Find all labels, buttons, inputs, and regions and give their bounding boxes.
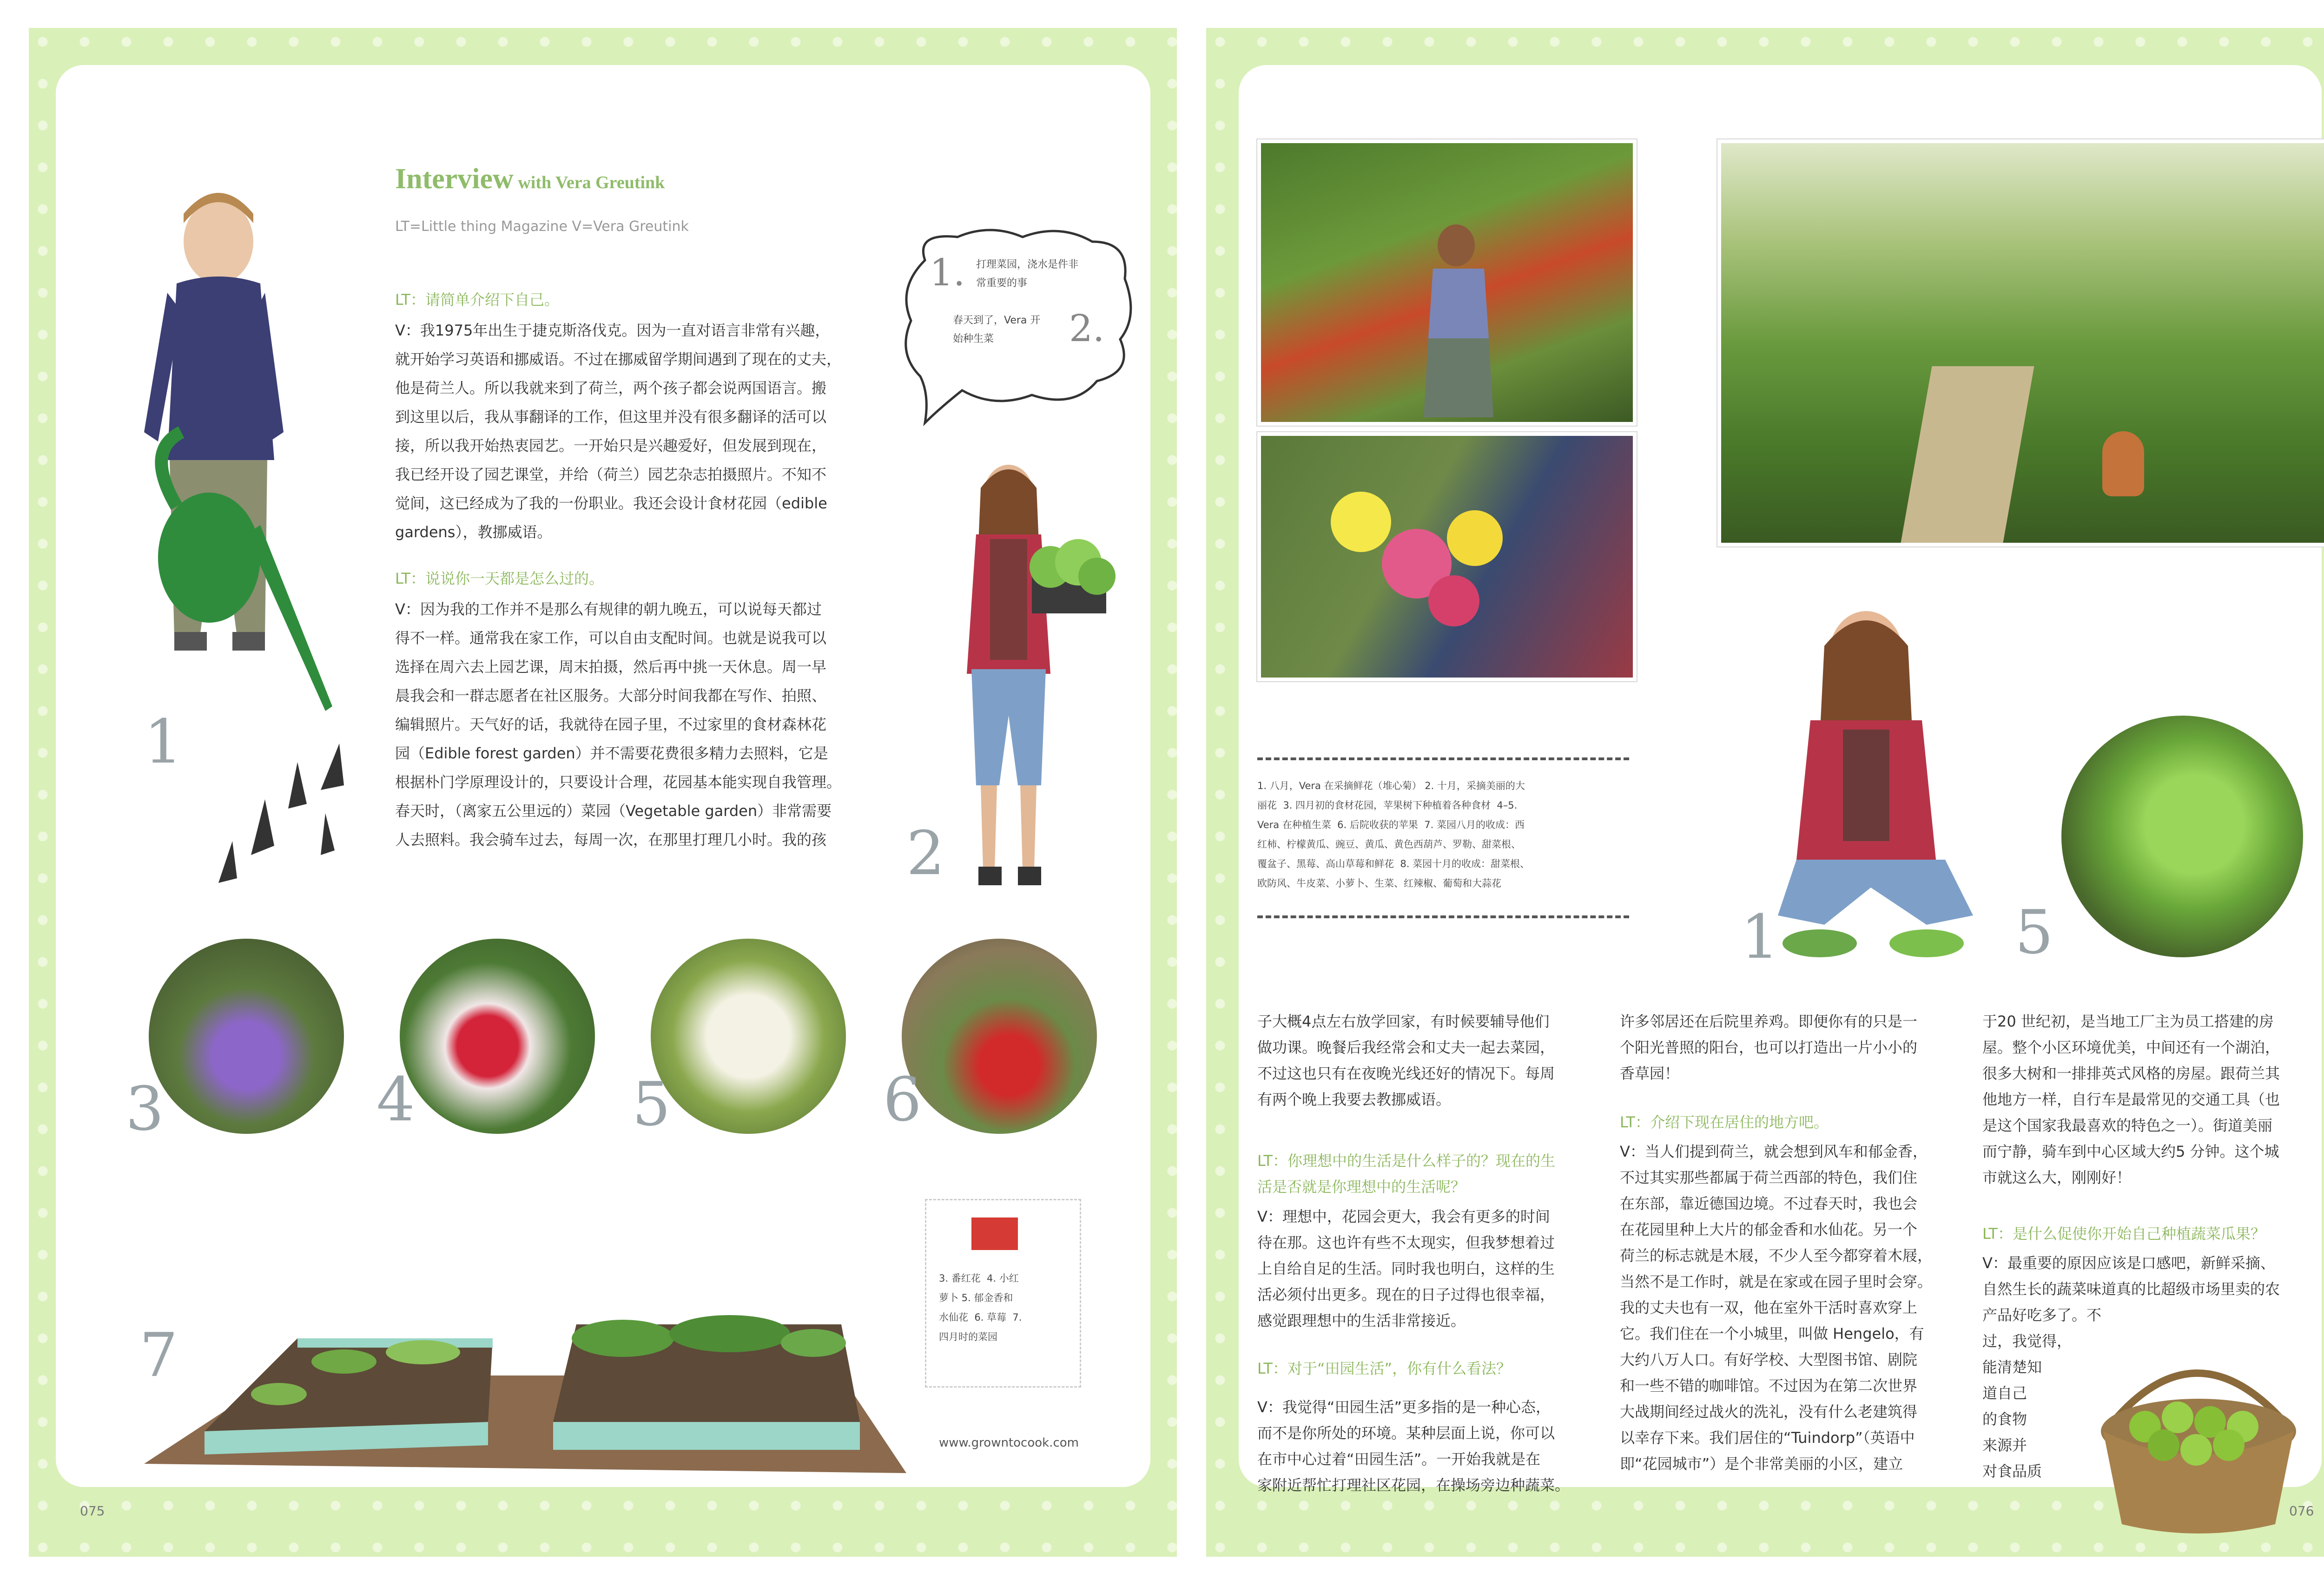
bubble-1-number: 1. [930, 251, 965, 294]
radish-photo [400, 939, 595, 1134]
tulips-photo [651, 939, 846, 1134]
left-page-paper [56, 65, 1150, 1487]
yellow-dahlia [1331, 492, 1391, 552]
column-3-intro: 于20 世纪初，是当地工厂主为员工搭建的房 屋。整个小区环境优美，中间还有一个湖泊， 很多大树和一排排英式风格的房屋。跟荷兰其 他地方一样，自行车是最常见的交通工具（也 是这个国家我最喜欢的特色之一）。街道美丽 而宁静，骑车到中心区域大约5 分钟。这个城 市就这么大，刚刚好！ [1982, 1013, 2280, 1186]
website-label: www.growntocook.com [939, 1436, 1079, 1450]
right-page-number: 076 [2289, 1503, 2314, 1519]
column-1-intro: 子大概4点左右放学回家，有时候要辅导他们 做功课。晚餐后我经常会和丈夫一起去菜园， 不过这也只有在夜晚光线还好的情况下。每周 有两个晚上我要去教挪威语。 [1257, 1013, 1555, 1108]
garden-path [1901, 366, 2034, 543]
caption-divider-top [1257, 757, 1629, 760]
figure-4-number: 4 [376, 1064, 415, 1135]
answer-2: V：因为我的工作并不是那么有规律的朝九晚五，可以说每天都过 得不一样。通常我在家工作，可以自由支配时间。也就是说我可以 选择在周六去上园艺课，周末拍摄，然后再中挑一天休息。周一早 晨我会和一群志愿者在社区服务。大部分时间我都在写作、拍照、 编辑照片。天气好的话，我就待在园子里，不过家里的食材森林花 园（Edible forest garden）并不需要花费很多精力去照料，它是 根据朴门学原理设计的，只要设计合理，花园基本能实现自我管理。 春天时，（离家五公里远的）菜园（Vegetable garden）非常需要 人去照料。我会骑车过去，每周一次，在那里打理几小时。我的孩 [395, 600, 842, 849]
figure-3-number: 3 [125, 1073, 164, 1144]
question-3: LT：你理想中的生活是什么样子的？现在的生 活是否就是你理想中的生活呢？ [1257, 1152, 1555, 1196]
legend-text: LT=Little thing Magazine V=Vera Greutink [395, 218, 689, 235]
note-text: 3. 番红花 4. 小红 萝卜 5. 郁金香和 水仙花 6. 草莓 7. 四月时的菜园 [939, 1273, 1022, 1343]
bubble-2-text: 春天到了，Vera 开 始种生菜 [953, 315, 1041, 345]
question-5: LT：介绍下现在居住的地方吧。 [1620, 1113, 1829, 1131]
column-2-intro: 许多邻居还在后院里养鸡。即便你有的只是一 个阳光普照的阳台，也可以打造出一片小小的 香草园！ [1620, 1013, 1918, 1082]
answer-1: V：我1975年出生于捷克斯洛伐克。因为一直对语言非常有兴趣， 就开始学习英语和挪威语。不过在挪威留学期间遇到了现在的丈夫， 他是荷兰人。所以我就来到了荷兰，两个孩子都会说两国语言。搬 到这里以后，我从事翻译的工作，但这里并没有很多翻译的活可以 接，所以我开始热衷园艺。一开始只是兴趣爱好，但发展到现在， 我已经开设了园艺课堂，并给（荷兰）园艺杂志拍摄照片。不知不 觉间，这已经成为了我的一份职业。我还会设计食材花园（edible gardens），教挪威语。 [395, 322, 842, 541]
left-page [29, 28, 1177, 1557]
figure-7-number: 7 [139, 1320, 178, 1390]
right-page [1206, 28, 2324, 1557]
figure-6-number: 6 [883, 1064, 922, 1135]
red-paint-mark [971, 1217, 1018, 1250]
figure-5-number: 5 [632, 1069, 671, 1139]
woman-watering-photo [125, 172, 349, 897]
crocus-photo [149, 939, 344, 1134]
strawberry-photo [902, 939, 1097, 1134]
picking-flowers-photo [1257, 139, 1637, 426]
answer-4: V：我觉得“田园生活”更多指的是一种心态， 而不是你所处的环境。某种层面上说，你可以 在市中心过着“田园生活”。一开始我就是在 家附近帮忙打理社区花园，在操场旁边种蔬菜。 [1257, 1398, 1570, 1494]
answer-6: V：最重要的原因应该是口感吧，新鲜采摘、 自然生长的蔬菜味道真的比超级市场里卖的农 产品好吃多了。不 过，我觉得， 能清楚知 道自己 的食物 来源并 对食品质 [1982, 1254, 2280, 1480]
woman-planting-photo [1750, 590, 2010, 971]
woman-lettuce-photo [939, 455, 1116, 911]
figure-2-number: 2 [906, 818, 945, 888]
figure-5-number-right: 5 [2015, 897, 2053, 967]
question-6: LT：是什么促使你开始自己种植蔬菜瓜果？ [1982, 1225, 2265, 1243]
red-dahlia [1428, 575, 1479, 626]
title-with: with Vera Greutink [513, 173, 665, 192]
title-main: Interview [395, 163, 514, 195]
lettuce-planting-photo [2061, 716, 2303, 957]
left-page-number: 075 [80, 1503, 105, 1519]
interview-title [395, 163, 665, 196]
bubble-2-number: 2. [1069, 307, 1105, 350]
answer-5: V：当人们提到荷兰，就会想到风车和郁金香， 不过其实那些都属于荷兰西部的特色，我们住 在东部，靠近德国边境。不过春天时，我也会 在花园里种上大片的郁金香和水仙花。另一个 荷兰的标志就是木屐，不少人至今都穿着木屐， 当然不是工作时，就是在家或在园子里时会穿。 我的丈夫也有一双，他在室外干活时喜欢穿上 它。我们住在一个小城里，叫做 Hengelo，有 大约八万人口。有好学校、大型图书馆、剧院 和一些不错的咖啡馆。不过因为在第二次世界 大战期间经过战火的洗礼，没有什么老建筑得 以幸存下来。我们居住的“Tuindorp”（英语中 即“花园城市”）是个非常美丽的小区，建立 [1620, 1143, 1933, 1473]
bubble-1-text: 打理菜园，浇水是件非 常重要的事 [976, 259, 1079, 289]
food-garden-photo [1717, 139, 2324, 546]
garden-beds-photo [125, 1269, 906, 1487]
right-page-paper [1239, 65, 2322, 1494]
apple-basket-photo [2089, 1338, 2308, 1538]
caption-divider-bottom [1257, 915, 1629, 918]
question-1: LT：请简单介绍下自己。 [395, 291, 559, 309]
woman-picking-figure [1400, 222, 1512, 417]
question-2: LT：说说你一天都是怎么过的。 [395, 570, 604, 587]
terracotta-cloche [2102, 431, 2144, 496]
question-4: LT：对于“田园生活”，你有什么看法？ [1257, 1360, 1512, 1377]
figure-4-number-right: 1 [1741, 902, 1779, 972]
answer-3: V：理想中，花园会更大，我会有更多的时间 待在那。这也许有些不太现实，但我梦想着过 上自给自足的生活。同时我也明白，这样的生 活必须付出更多。现在的日子过得也很幸福， 感觉跟理想中的生活非常接近。 [1257, 1208, 1555, 1329]
figure-1-number: 1 [144, 706, 183, 777]
dahlias-photo [1257, 432, 1637, 681]
photo-captions: 1. 八月，Vera 在采摘鲜花（堆心菊） 2. 十月，采摘美丽的大 丽花 3. 四月初的食材花园，苹果树下种植着各种食材 4–5. Vera 在种植生菜 6. 后院收获的苹果 7. 菜园八月的收成：西 红柿、柠檬黄瓜、豌豆、黄瓜、黄色西葫芦、罗勒、甜菜根、 覆盆子、黑莓、高山草莓和鲜花 8. 菜园十月的收成：甜菜根、 欧防风、牛皮菜、小萝卜、生菜、红辣椒、葡萄和大蒜花 [1257, 780, 1530, 889]
yellow-dahlia-2 [1447, 510, 1503, 566]
